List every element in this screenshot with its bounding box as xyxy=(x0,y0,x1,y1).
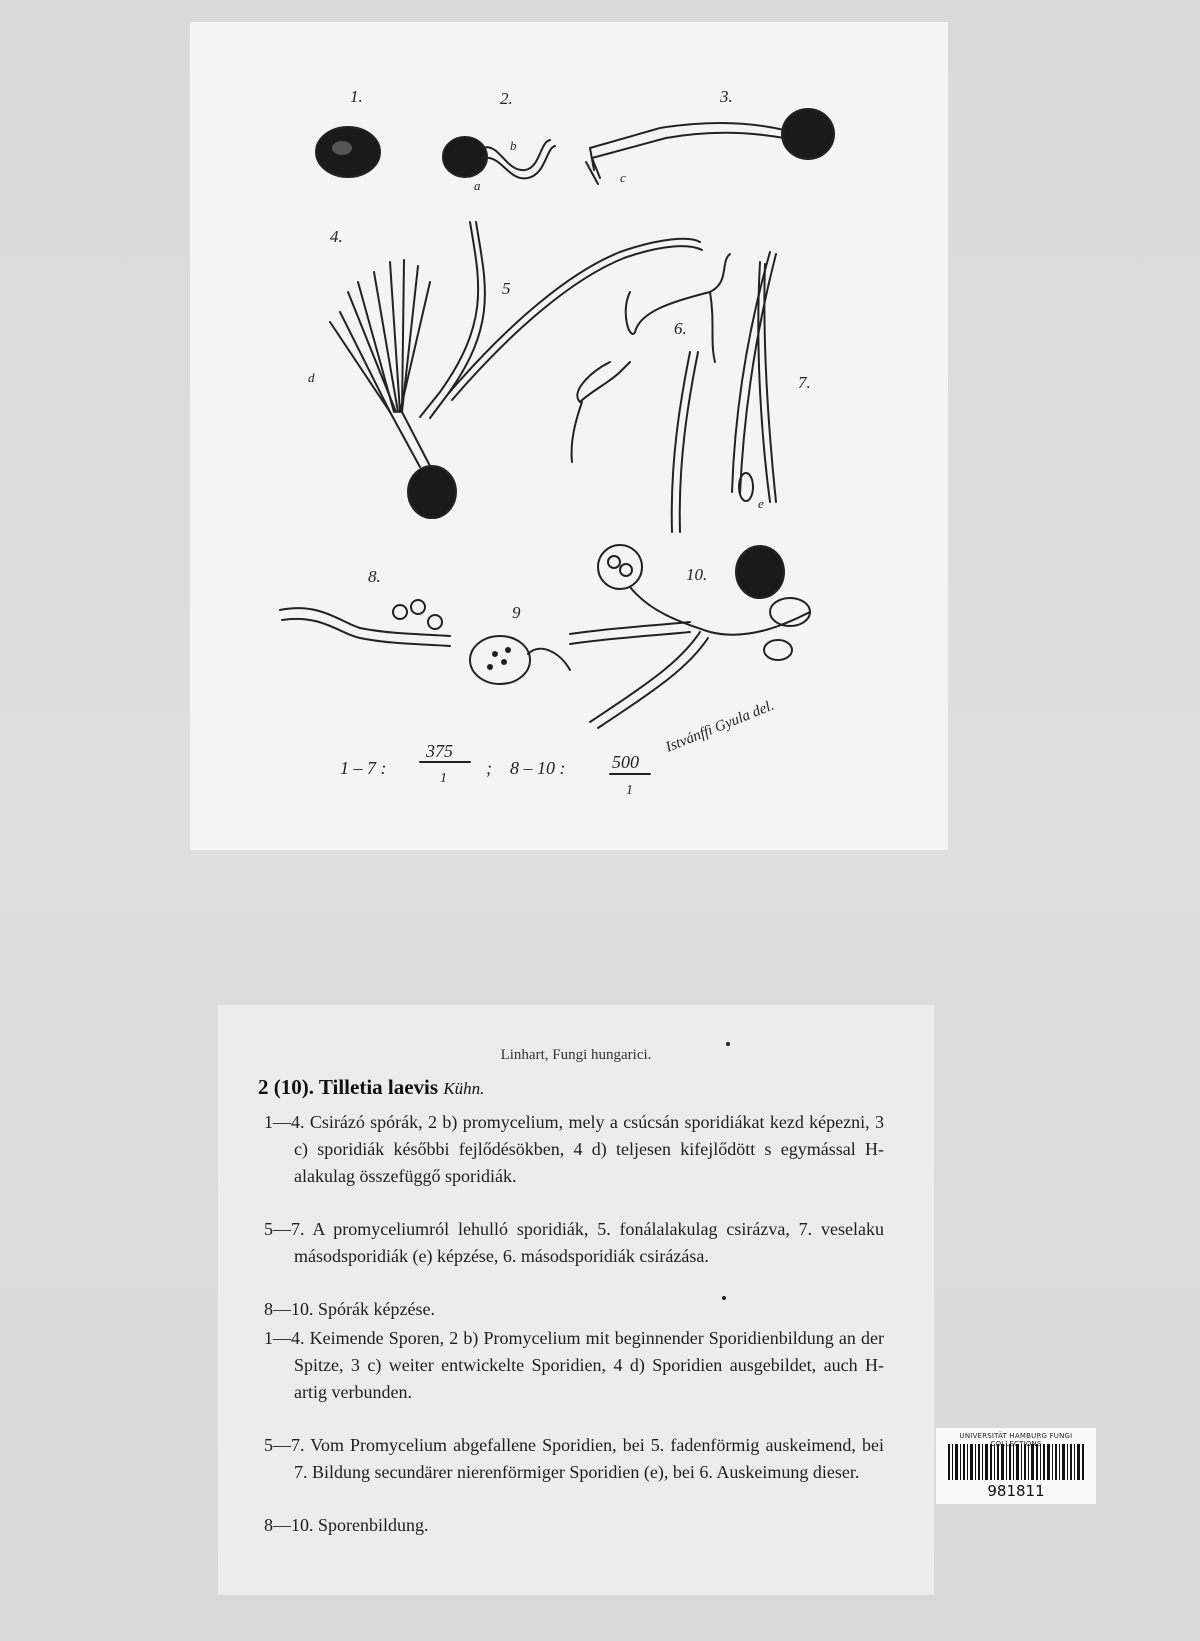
figure-number-10: 10. xyxy=(686,565,708,584)
species-author: Kühn. xyxy=(443,1079,485,1098)
barcode-caption: UNIVERSITÄT HAMBURG FUNGI xyxy=(959,1432,1073,1440)
figure-1-spore xyxy=(316,127,380,177)
figure-number-5: 5 xyxy=(502,279,511,298)
part-letter-d: d xyxy=(308,370,315,385)
paper-speck xyxy=(726,1042,730,1046)
caption-hungarian-1: 1—4. Csirázó spórák, 2 b) promycelium, mely a csúcsán sporidiákat kezd képezni, 3 c) sporidiák későbbi fejlődésökben, 4 d) teljesen kifejlődött s egymással H-alakulag összefüggő sporidiák. xyxy=(264,1112,884,1186)
species-label xyxy=(218,1005,934,1595)
scale-left-value: 375 xyxy=(426,741,453,761)
part-letter-a: a xyxy=(474,178,481,193)
figure-number-7: 7. xyxy=(798,373,811,392)
barcode-bars xyxy=(948,1444,1084,1480)
barcode-number: 981811 xyxy=(987,1482,1045,1500)
figure-number-2: 2. xyxy=(500,89,513,108)
barcode-label xyxy=(936,1428,1096,1504)
scale-left-label: 1 – 7 : xyxy=(340,758,387,778)
figure-6-sporidia xyxy=(572,254,730,532)
figure-9-spore xyxy=(470,636,570,684)
illustrator-signature: Istvánffi Gyula del. xyxy=(663,697,777,756)
figure-number-9: 9 xyxy=(512,603,521,622)
scale-right-label: 8 – 10 : xyxy=(510,758,566,778)
figure-4-spore xyxy=(330,260,456,518)
caption-german-1: 1—4. Keimende Sporen, 2 b) Promycelium mit beginnender Sporidienbildung an der Spitze, 3 c) weiter entwickelte Sporidien, 4 d) Sporidien ausgebildet, auch H-artig verbunden. xyxy=(264,1328,884,1402)
scale-separator: ; xyxy=(486,758,492,778)
label-header: Linhart, Fungi hungarici. xyxy=(500,1047,652,1063)
scale-left-denominator: 1 xyxy=(440,771,447,786)
scale-right-value: 500 xyxy=(612,752,639,772)
species-title xyxy=(258,1075,484,1100)
figure-2-spore xyxy=(443,137,555,178)
part-letter-c: c xyxy=(620,170,626,185)
plate-drawing xyxy=(190,22,948,850)
illustration-plate xyxy=(190,22,948,850)
paper-speck xyxy=(722,1296,726,1300)
figure-number-8: 8. xyxy=(368,567,381,586)
caption-german-3: 8—10. Sporenbildung. xyxy=(264,1515,429,1535)
part-letter-e: e xyxy=(758,496,764,511)
scale-right-denominator: 1 xyxy=(626,783,633,798)
figure-number-3: 3. xyxy=(720,87,733,106)
caption-hungarian-2: 5—7. A promyceliumról lehulló sporidiák, 5. fonálalakulag csirázva, 7. veselaku másodsporidiák (e) képzése, 6. másodsporidiák csirázása. xyxy=(264,1219,884,1266)
exsiccata-number: 2 (10). xyxy=(258,1075,314,1099)
caption-hungarian-3: 8—10. Spórák képzése. xyxy=(264,1299,435,1319)
part-letter-b: b xyxy=(510,138,517,153)
figure-number-6: 6. xyxy=(674,319,687,338)
figure-number-1: 1. xyxy=(350,87,363,106)
figure-8-hypha xyxy=(280,600,450,646)
figure-number-4: 4. xyxy=(330,227,343,246)
figure-5-sporidia xyxy=(420,222,702,418)
species-name: Tilletia laevis xyxy=(318,1075,439,1099)
figure-7-sporidia xyxy=(732,252,776,502)
caption-german-2: 5—7. Vom Promycelium abgefallene Sporidien, bei 5. fadenförmig auskeimend, bei 7. Bildung secundärer nierenförmiger Sporidien (e), bei 6. Auskeimung dieser. xyxy=(264,1435,884,1482)
